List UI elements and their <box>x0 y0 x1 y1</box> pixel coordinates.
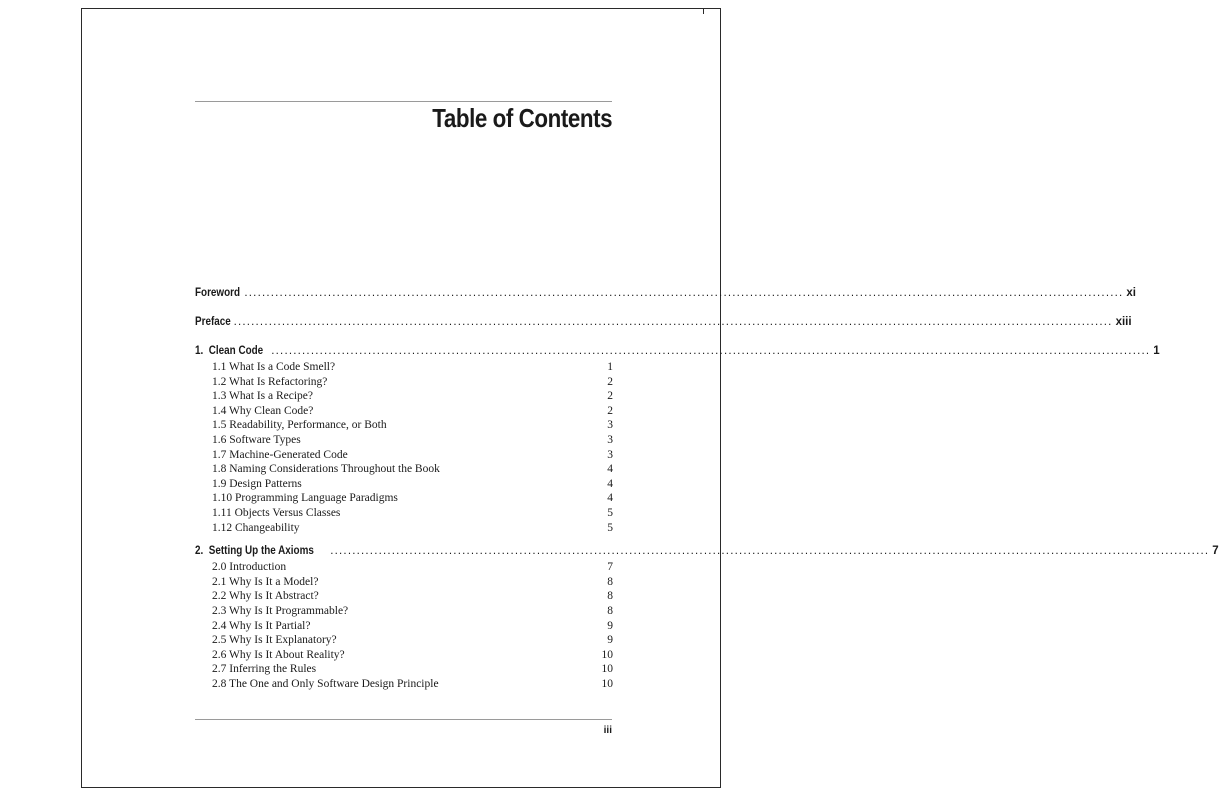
toc-entry-preface[interactable] <box>195 313 1132 331</box>
toc-list <box>195 284 1219 691</box>
toc-section-label: 1.12 Changeability <box>212 521 300 534</box>
toc-entry-label: Foreword <box>195 287 241 299</box>
toc-chapter-label <box>195 342 263 360</box>
toc-section[interactable] <box>195 648 613 663</box>
toc-section-page: 3 <box>607 433 613 446</box>
page-corner-mark <box>703 8 721 14</box>
toc-entry-page: xi <box>1126 287 1136 299</box>
toc-section[interactable] <box>195 491 613 506</box>
toc-section-page: 4 <box>607 477 613 490</box>
toc-section-label: 2.2 Why Is It Abstract? <box>212 590 319 603</box>
toc-section-page: 5 <box>607 506 613 519</box>
toc-section-page: 8 <box>607 590 613 603</box>
page-number: iii <box>603 725 612 736</box>
toc-section[interactable] <box>195 448 613 463</box>
chapter-number: 1. <box>195 345 204 357</box>
toc-section[interactable] <box>195 604 613 619</box>
toc-section-page: 8 <box>607 604 613 617</box>
toc-section-page: 2 <box>607 375 613 388</box>
toc-section-page: 9 <box>607 634 613 647</box>
toc-section[interactable] <box>195 619 613 634</box>
toc-section-page: 9 <box>607 619 613 632</box>
toc-section[interactable] <box>195 662 613 677</box>
toc-section[interactable] <box>195 560 613 575</box>
toc-section-page: 10 <box>601 677 613 690</box>
toc-section-page: 2 <box>607 390 613 403</box>
toc-section-label: 1.6 Software Types <box>212 433 301 446</box>
toc-chapter-label <box>195 542 314 560</box>
dot-leader: ........................................................................................................................................................................................................ <box>233 316 1113 328</box>
dot-leader: ........................................................................................................................................................................................................ <box>271 345 1151 357</box>
toc-section-label: 1.11 Objects Versus Classes <box>212 506 341 519</box>
toc-section-page: 1 <box>607 361 613 373</box>
toc-section-label: 1.7 Machine-Generated Code <box>212 448 348 461</box>
toc-section-label: 2.8 The One and Only Software Design Principle <box>212 677 439 690</box>
toc-section-page: 10 <box>601 648 613 661</box>
toc-section-label: 2.7 Inferring the Rules <box>212 663 317 676</box>
toc-chapter-1[interactable] <box>195 342 1160 360</box>
toc-section-label: 1.3 What Is a Recipe? <box>212 390 314 403</box>
toc-section[interactable] <box>195 521 613 536</box>
toc-section-page: 4 <box>607 492 613 505</box>
toc-section[interactable] <box>195 404 613 419</box>
toc-section[interactable] <box>195 418 613 433</box>
toc-section-label: 1.2 What Is Refactoring? <box>212 375 328 388</box>
toc-section-label: 1.5 Readability, Performance, or Both <box>212 419 387 432</box>
page-title: Table of Contents <box>432 103 612 133</box>
toc-section-label: 2.6 Why Is It About Reality? <box>212 648 345 661</box>
chapter-number: 2. <box>195 545 204 558</box>
toc-section-label: 2.3 Why Is It Programmable? <box>212 604 349 617</box>
toc-section-label: 1.10 Programming Language Paradigms <box>212 492 398 505</box>
toc-section[interactable] <box>195 633 613 648</box>
toc-section-label: 1.4 Why Clean Code? <box>212 404 314 417</box>
bottom-rule <box>195 719 612 720</box>
toc-section-label: 2.4 Why Is It Partial? <box>212 619 311 632</box>
chapter-title: Setting Up the Axioms <box>208 545 314 558</box>
toc-section[interactable] <box>195 360 613 375</box>
toc-section-page: 8 <box>607 575 613 588</box>
toc-section[interactable] <box>195 506 613 521</box>
toc-chapter-2[interactable] <box>195 542 1219 560</box>
toc-section-label: 1.9 Design Patterns <box>212 477 302 490</box>
toc-section[interactable] <box>195 433 613 448</box>
toc-section-label: 2.5 Why Is It Explanatory? <box>212 634 337 647</box>
toc-section-page: 7 <box>607 561 613 574</box>
toc-section[interactable] <box>195 375 613 390</box>
toc-section[interactable] <box>195 589 613 604</box>
toc-section[interactable] <box>195 677 613 692</box>
dot-leader: ........................................................................................................................................................................................................ <box>330 545 1210 558</box>
toc-section-page: 4 <box>607 463 613 476</box>
toc-section-page: 5 <box>607 521 613 534</box>
toc-section[interactable] <box>195 575 613 590</box>
toc-section-label: 2.0 Introduction <box>212 561 287 574</box>
chapter-title: Clean Code <box>208 345 264 357</box>
toc-entry-foreword[interactable] <box>195 284 1136 302</box>
toc-section-label: 1.1 What Is a Code Smell? <box>212 361 336 373</box>
toc-chapter-page: 7 <box>1212 545 1219 558</box>
toc-entry-page: xiii <box>1115 316 1132 328</box>
toc-section-page: 2 <box>607 404 613 417</box>
toc-section-page: 3 <box>607 419 613 432</box>
toc-section-label: 2.1 Why Is It a Model? <box>212 575 319 588</box>
toc-section-page: 3 <box>607 448 613 461</box>
toc-section-label: 1.8 Naming Considerations Throughout the Book <box>212 463 440 476</box>
toc-chapter-page: 1 <box>1153 345 1160 357</box>
toc-section[interactable] <box>195 477 613 492</box>
toc-entry-label: Preface <box>195 316 231 328</box>
dot-leader: ........................................................................................................................................................................................................ <box>244 287 1124 299</box>
toc-section[interactable] <box>195 462 613 477</box>
toc-section-page: 10 <box>601 663 613 676</box>
toc-section[interactable] <box>195 389 613 404</box>
